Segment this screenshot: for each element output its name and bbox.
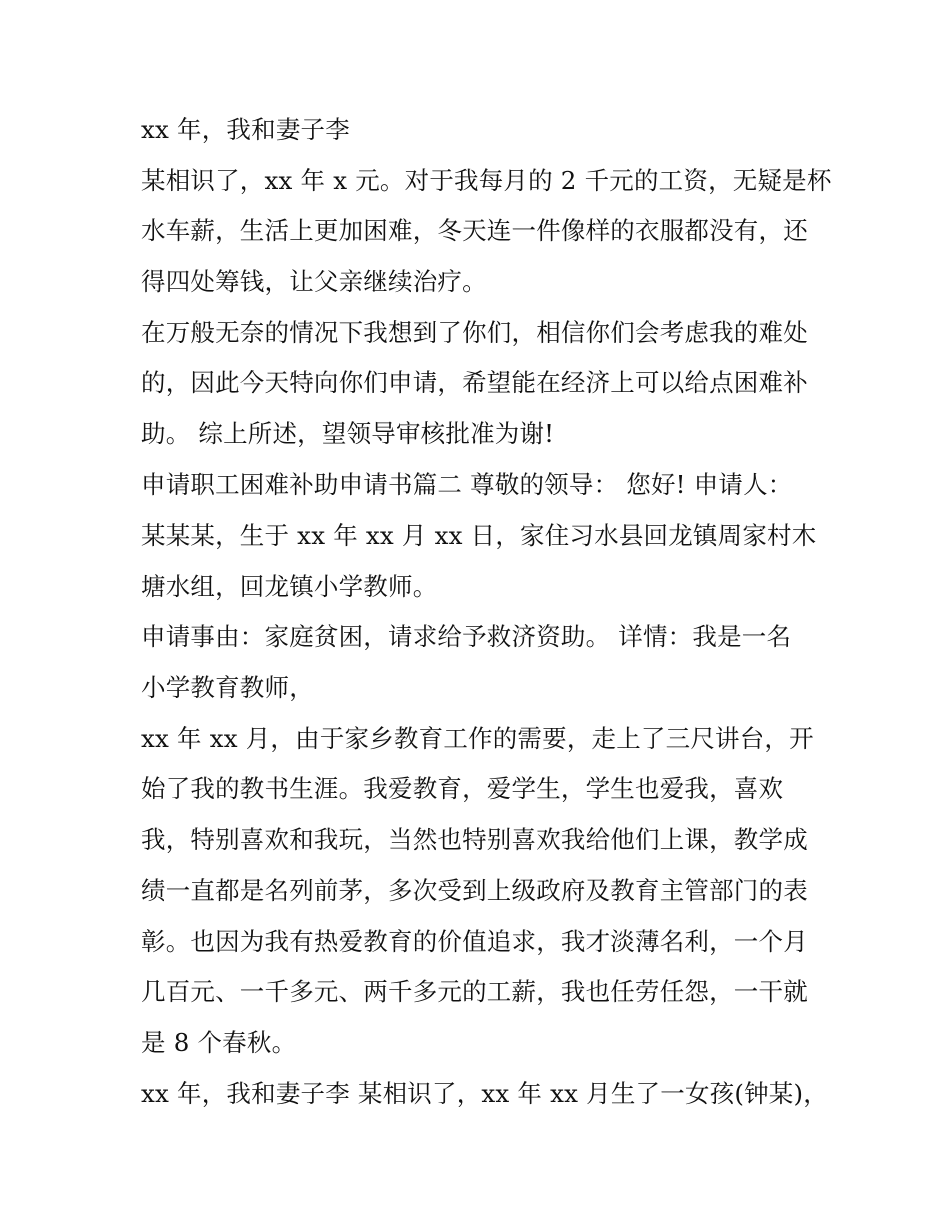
text-line: xx 年，我和妻子李 某相识了，xx 年 xx 月生了一女孩(钟某)， [141, 1079, 828, 1108]
text-line: 小学教育教师， [141, 673, 314, 702]
text-line: xx 年 xx 月，由于家乡教育工作的需要，走上了三尺讲台，开 [141, 724, 814, 753]
text-line: 某某某，生于 xx 年 xx 月 xx 日，家住习水县回龙镇周家村木 [141, 521, 817, 550]
text-line: 塘水组，回龙镇小学教师。 [141, 572, 438, 601]
text-line: 彰。也因为我有热爱教育的价值追求，我才淡薄名利，一个月 [141, 927, 808, 956]
text-line: 几百元、一千多元、两千多元的工薪，我也任劳任怨，一干就 [141, 977, 808, 1006]
text-line: 在万般无奈的情况下我想到了你们，相信你们会考虑我的难处 [141, 318, 808, 347]
text-line: 申请事由：家庭贫困，请求给予救济资助。 详情：我是一名 [141, 622, 792, 651]
text-line: 得四处筹钱，让父亲继续治疗。 [141, 267, 487, 296]
text-line: 助。 综上所述，望领导审核批准为谢! [141, 419, 555, 448]
text-line: 申请职工困难补助申请书篇二 尊敬的领导： 您好! 申请人： [141, 470, 793, 499]
text-line: 是 8 个春秋。 [141, 1028, 297, 1057]
text-line: 某相识了，xx 年 x 元。对于我每月的 2 千元的工资，无疑是杯 [141, 166, 832, 195]
text-line: xx 年，我和妻子李 [141, 115, 350, 144]
text-line: 我，特别喜欢和我玩，当然也特别喜欢我给他们上课，教学成 [141, 825, 808, 854]
text-line: 绩一直都是名列前茅，多次受到上级政府及教育主管部门的表 [141, 876, 808, 905]
text-line: 水车薪，生活上更加困难，冬天连一件像样的衣服都没有，还 [141, 216, 808, 245]
text-line: 的，因此今天特向你们申请，希望能在经济上可以给点困难补 [141, 368, 808, 397]
text-line: 始了我的教书生涯。我爱教育，爱学生，学生也爱我，喜欢 [141, 774, 784, 803]
